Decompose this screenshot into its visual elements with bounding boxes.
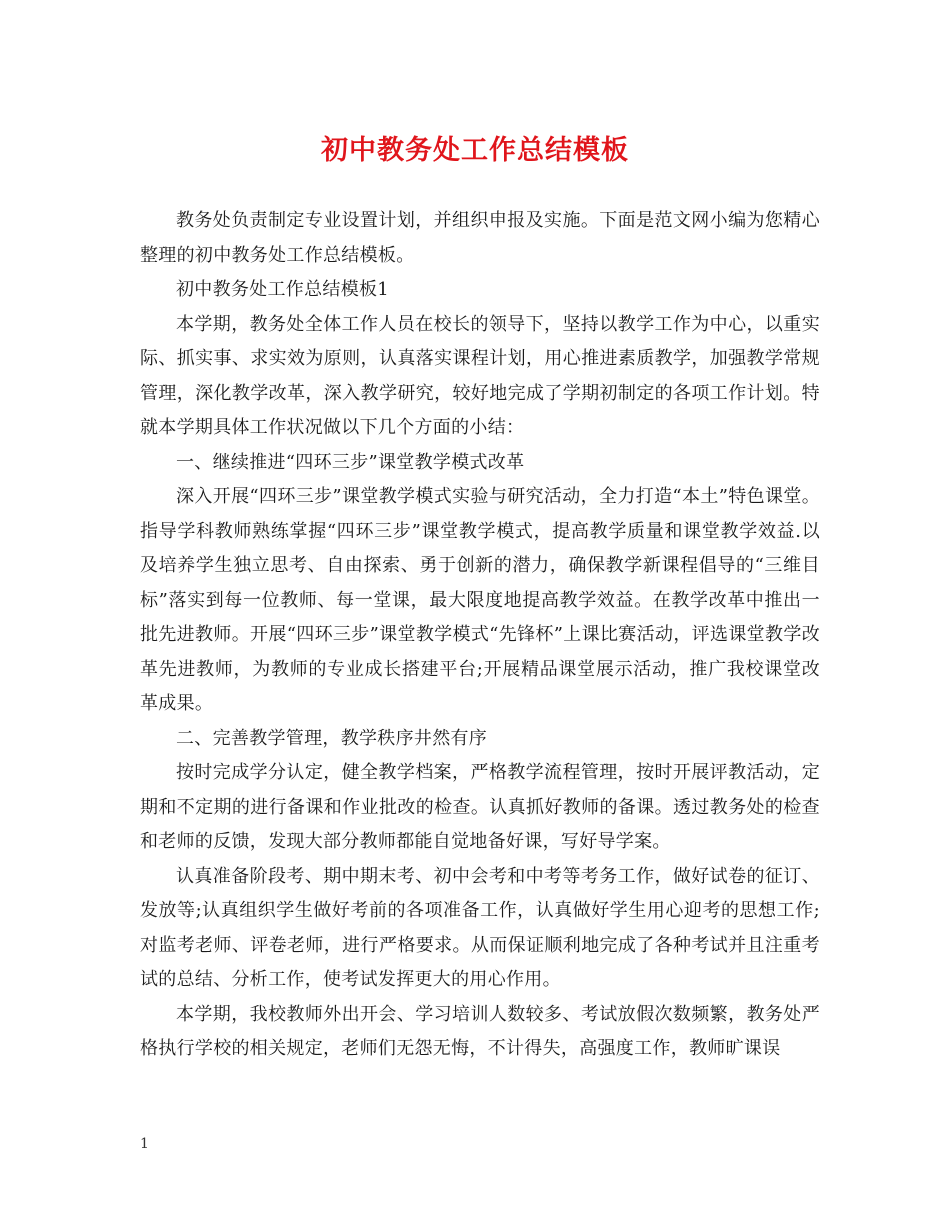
body-paragraph: 认真准备阶段考、期中期末考、初中会考和中考等考务工作，做好试卷的征订、发放等;认真组织学生做好考前的各项准备工作，认真做好学生用心迎考的思想工作;对监考老师、评卷老师，进行严格要求。从而保证顺利地完成了各种考试并且注重考试的总结、分析工作，使考试发挥更大的用心作用。	[140, 865, 820, 990]
body-paragraph: 本学期，我校教师外出开会、学习培训人数较多、考试放假次数频繁，教务处严格执行学校的相关规定，老师们无怨无悔，不计得失，高强度工作，教师旷课误	[140, 1003, 820, 1059]
document-body	[140, 204, 820, 1067]
document-title: 初中教务处工作总结模板	[321, 135, 629, 166]
body-paragraph: 本学期，教务处全体工作人员在校长的领导下，坚持以教学工作为中心，以重实际、抓实事、求实效为原则，认真落实课程计划，用心推进素质教学，加强教学常规管理，深化教学改革，深入教学研究，较好地完成了学期初制定的各项工作计划。特就本学期具体工作状况做以下几个方面的小结：	[140, 313, 820, 438]
section-heading-2: 二、完善教学管理，教学秩序井然有序	[176, 727, 488, 749]
section-heading-1: 一、继续推进“四环三步”课堂教学模式改革	[176, 451, 525, 473]
page-number: 1	[140, 1136, 149, 1152]
body-paragraph: 深入开展“四环三步”课堂教学模式实验与研究活动，全力打造“本土”特色课堂。指导学科教师熟练掌握“四环三步”课堂教学模式，提高教学质量和课堂教学效益.以及培养学生独立思考、自由探索、勇于创新的潜力，确保教学新课程倡导的“三维目标”落实到每一位教师、每一堂课，最大限度地提高教学效益。在教学改革中推出一批先进教师。开展“四环三步”课堂教学模式“先锋杯”上课比赛活动，评选课堂教学改革先进教师，为教师的专业成长搭建平台;开展精品课堂展示活动，推广我校课堂改革成果。	[140, 486, 820, 714]
section-subtitle: 初中教务处工作总结模板1	[176, 279, 390, 300]
body-paragraph: 按时完成学分认定，健全教学档案，严格教学流程管理，按时开展评教活动，定期和不定期的进行备课和作业批改的检查。认真抓好教师的备课。透过教务处的检查和老师的反馈，发现大部分教师都能自觉地备好课，写好导学案。	[140, 762, 820, 852]
intro-paragraph: 教务处负责制定专业设置计划，并组织申报及实施。下面是范文网小编为您精心整理的初中教务处工作总结模板。	[140, 210, 820, 266]
